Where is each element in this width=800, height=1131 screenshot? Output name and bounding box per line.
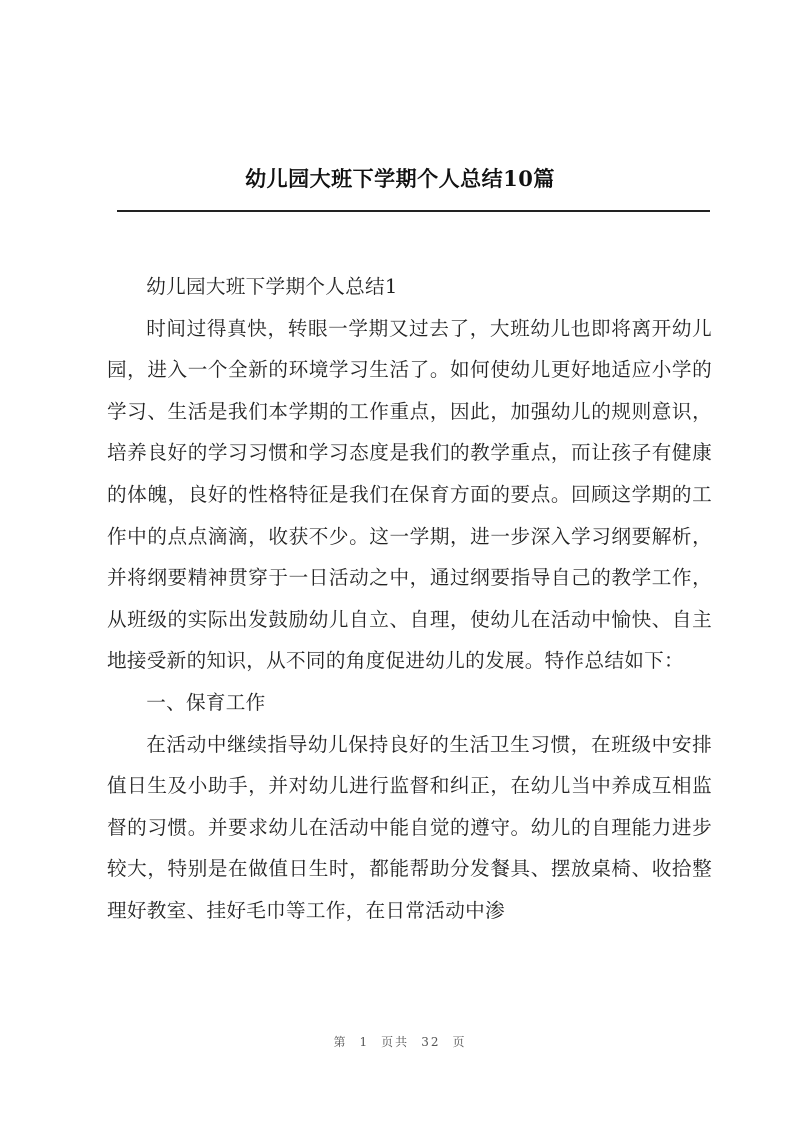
footer-middle: 页共 bbox=[381, 1035, 410, 1049]
document-body bbox=[107, 266, 712, 932]
section-heading: 幼儿园大班下学期个人总结1 bbox=[146, 275, 398, 298]
document-title: 幼儿园大班下学期个人总结10篇 bbox=[245, 166, 555, 191]
body-paragraph: 在活动中继续指导幼儿保持良好的生活卫生习惯，在班级中安排值日生及小助手，并对幼儿进行监督和纠正，在幼儿当中养成互相监督的习惯。并要求幼儿在活动中能自觉的遵守。幼儿的自理能力进步较大，特别是在做值日生时，都能帮助分发餐具、摆放桌椅、收拾整理好教室、挂好毛巾等工作，在日常活动中渗 bbox=[107, 732, 712, 922]
total-pages-number: 32 bbox=[421, 1035, 441, 1049]
page-footer bbox=[0, 1033, 800, 1050]
footer-suffix: 页 bbox=[452, 1035, 467, 1049]
body-paragraph: 时间过得真快，转眼一学期又过去了，大班幼儿也即将离开幼儿园，进入一个全新的环境学习生活了。如何使幼儿更好地适应小学的学习、生活是我们本学期的工作重点，因此，加强幼儿的规则意识，培养良好的学习习惯和学习态度是我们的教学重点，而让孩子有健康的体魄，良好的性格特征是我们在保育方面的要点。回顾这学期的工作中的点点滴滴，收获不少。这一学期，进一步深入学习纲要解析，并将纲要精神贯穿于一日活动之中，通过纲要指导自己的教学工作，从班级的实际出发鼓励幼儿自立、自理，使幼儿在活动中愉快、自主地接受新的知识，从不同的角度促进幼儿的发展。特作总结如下： bbox=[107, 316, 712, 673]
title-divider bbox=[117, 210, 710, 212]
footer-prefix: 第 bbox=[333, 1035, 348, 1049]
current-page-number: 1 bbox=[359, 1035, 370, 1049]
section-heading: 一、保育工作 bbox=[146, 690, 266, 714]
